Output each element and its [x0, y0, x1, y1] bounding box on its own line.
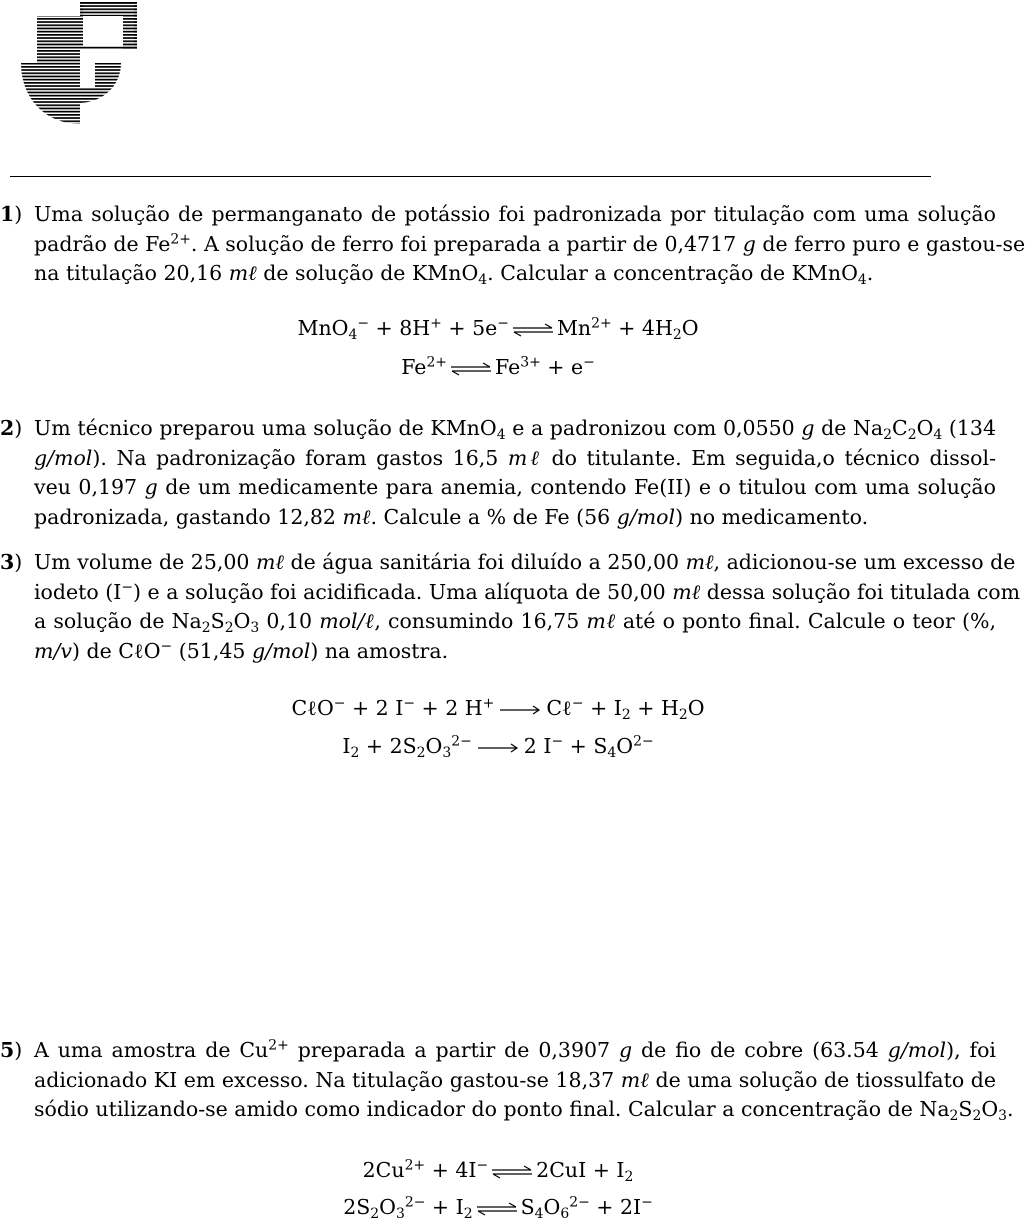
question-text: [34, 548, 1021, 666]
question-text: [34, 200, 1025, 289]
question-line: Um volume de 25,00 mℓ de água sanitária foi diluído a 250,00 mℓ, adicionou-se um excesso de: [34, 550, 1016, 574]
question-line: padrão de $Fe^{2+}$. A solução de ferro foi preparada a partir de 0,4717 g de ferro puro e gastou-se: [34, 230, 1025, 256]
question-line: na titulação 20,16 mℓ de solução de KMnO$_4$. Calcular a concentração de KMnO$_4$.: [34, 261, 874, 289]
equilibrium-arrow-icon: [449, 362, 493, 376]
question-1: [0, 200, 1025, 289]
question-line: iodeto (I−) e a solução foi acidificada. Uma alíquota de 50,00 mℓ dessa solução foi titulada com: [34, 578, 1021, 604]
question-number: 3): [0, 550, 23, 574]
equation-1a: MnO$_4$− + 8H+ + 5e− $Mn^{2+} + 4H_2O$: [297, 315, 699, 344]
question-line: veu 0,197 g de um medicamente para anemia, contendo Fe(II) e o titulou com uma solução: [34, 475, 996, 499]
question-2: [0, 414, 996, 532]
question-3: [0, 548, 1021, 666]
equation-3b: $I_2 + 2S_2O_3^{2-}$ 2 $I^- + S_4O^{2-}$: [342, 733, 654, 762]
question-number: 2): [0, 416, 23, 440]
question-line: A uma amostra de $Cu^{2+}$ preparada a partir de 0,3907 g de fio de cobre (63.54 g/mol), foi: [34, 1037, 996, 1062]
question-line: Um técnico preparou uma solução de KMnO$_4$ e a padronizou com 0,0550 g de $Na_2C_2O_4$ (134: [34, 416, 996, 444]
equation-5a: $2Cu^{2+} + 4I^-$ $2CuI + I_2$: [362, 1157, 634, 1186]
question-line: m/v) de CℓO− (51,45 g/mol) na amostra.: [34, 637, 449, 663]
question-line: g/mol). Na padronização foram gastos 16,5 mℓ do titulante. Em seguida,o técnico dissol-: [34, 445, 996, 470]
question-line: adicionado KI em excesso. Na titulação gastou-se 18,37 mℓ de uma solução de tiossulfato de: [34, 1067, 996, 1092]
question-line: Uma solução de permanganato de potássio foi padronizada por titulação com uma solução: [34, 202, 996, 226]
question-line: sódio utilizando-se amido como indicador do ponto final. Calcular a concentração de $Na_2S_2O_3$.: [34, 1097, 1014, 1125]
reaction-arrow-icon: [498, 704, 542, 716]
question-5: [0, 1036, 1014, 1125]
university-logo-emblem: [21, 2, 137, 124]
equation-3a: CℓO− + 2 I− + 2 H+ Cℓ− + $I_2 + H_2O$: [291, 695, 705, 724]
equation-5b: $2S_2O_3^{2-} + I_2$ $S_4O_6^{2-} + 2I^-$: [343, 1194, 653, 1223]
reaction-arrow-icon: [476, 742, 520, 754]
header-rule: [10, 176, 931, 177]
equilibrium-arrow-icon: [475, 1202, 519, 1216]
equilibrium-arrow-icon: [511, 323, 555, 337]
equation-1b: $Fe^{2+}$ $Fe^{3+} + e^-$: [401, 354, 595, 379]
question-number: 1): [0, 202, 23, 226]
equilibrium-arrow-icon: [490, 1165, 534, 1179]
question-line: padronizada, gastando 12,82 mℓ. Calcule a % de Fe (56 g/mol) no medicamento.: [34, 504, 869, 529]
question-line: a solução de $Na_2S_2O_3$ 0,10 mol/ℓ, consumindo 16,75 mℓ até o ponto final. Calcule o teor (%,: [34, 609, 996, 637]
question-text: [34, 414, 996, 532]
question-number: 5): [0, 1038, 23, 1062]
question-text: [34, 1036, 1014, 1125]
